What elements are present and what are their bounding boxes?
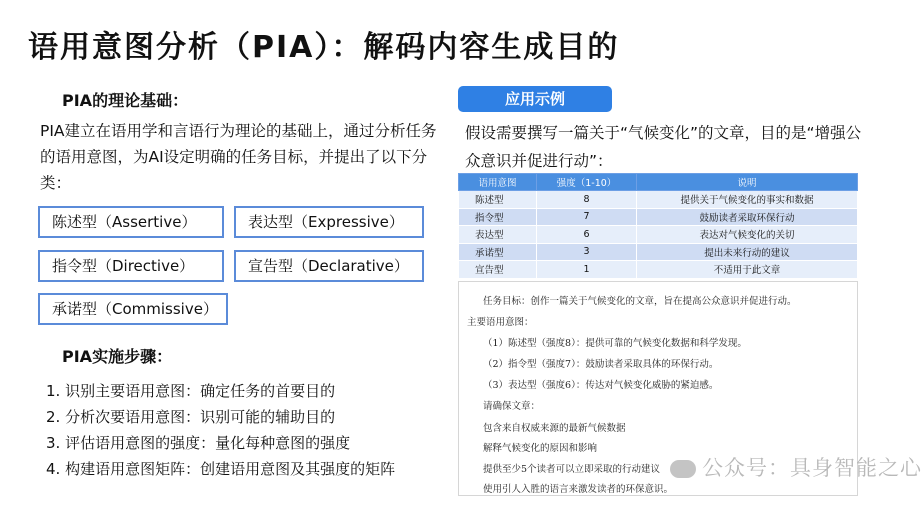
type-box-declarative: 宣告型（Declarative） (234, 250, 424, 282)
theory-heading: PIA的理论基础： (62, 91, 189, 110)
document-line: （1）陈述型（强度8）：提供可靠的气候变化数据和科学发现。 (483, 338, 747, 349)
table-row (459, 243, 858, 261)
document-line: （2）指令型（强度7）：鼓励读者采取具体的环保行动。 (483, 359, 719, 370)
column-header-strength: 强度（1-10） (537, 174, 637, 191)
watermark (670, 452, 922, 482)
step-item: 2. 分析次要语用意图：识别可能的辅助目的 (46, 408, 336, 426)
document-line: 提供至少5个读者可以立即采取的行动建议 (483, 464, 661, 475)
table-cell: 陈述型 (459, 191, 537, 209)
document-line: 使用引人入胜的语言来激发读者的环保意识。 (483, 484, 674, 495)
document-line: 任务目标：创作一篇关于气候变化的文章，旨在提高公众意识并促进行动。 (483, 296, 797, 307)
table-cell: 表达对气候变化的关切 (637, 226, 858, 244)
document-line: 包含来自权威来源的最新气候数据 (483, 423, 626, 434)
table-cell: 承诺型 (459, 243, 537, 261)
table-cell: 1 (537, 261, 637, 279)
type-box-expressive: 表达型（Expressive） (234, 206, 424, 238)
table-cell: 7 (537, 208, 637, 226)
type-box-directive: 指令型（Directive） (38, 250, 224, 282)
table-row (459, 208, 858, 226)
document-line: （3）表达型（强度6）：传达对气候变化威胁的紧迫感。 (483, 380, 719, 391)
column-header-intent: 语用意图 (459, 174, 537, 191)
table-row (459, 191, 858, 209)
table-cell: 鼓励读者采取环保行动 (637, 208, 858, 226)
column-header-note: 说明 (637, 174, 858, 191)
step-item: 4. 构建语用意图矩阵：创建语用意图及其强度的矩阵 (46, 460, 396, 478)
page-title: 语用意图分析（PIA）：解码内容生成目的 (28, 30, 620, 65)
table-cell: 表达型 (459, 226, 537, 244)
document-line: 主要语用意图： (467, 317, 534, 328)
table-cell: 8 (537, 191, 637, 209)
type-box-commissive: 承诺型（Commissive） (38, 293, 228, 325)
step-item: 3. 评估语用意图的强度：量化每种意图的强度 (46, 434, 351, 452)
example-scenario: 假设需要撰写一篇关于“气候变化”的文章，目的是“增强公众意识并促进行动”： (465, 124, 862, 170)
table-cell: 6 (537, 226, 637, 244)
steps-list (46, 378, 395, 482)
table-row (459, 226, 858, 244)
step-item: 1. 识别主要语用意图：确定任务的首要目的 (46, 382, 336, 400)
steps-heading: PIA实施步骤： (62, 347, 173, 366)
table-cell: 宣告型 (459, 261, 537, 279)
document-line: 解释气候变化的原因和影响 (483, 443, 598, 454)
wechat-icon (670, 460, 696, 478)
table-cell: 指令型 (459, 208, 537, 226)
theory-intro: PIA建立在语用学和言语行为理论的基础上，通过分析任务的语用意图，为AI设定明确的任务目标，并提出了以下分类： (40, 122, 437, 192)
table-header-row (459, 174, 858, 191)
table-cell: 不适用于此文章 (637, 261, 858, 279)
table-cell: 提出未来行动的建议 (637, 243, 858, 261)
type-box-assertive: 陈述型（Assertive） (38, 206, 224, 238)
intent-table (458, 173, 858, 279)
watermark-text: 公众号：具身智能之心 (702, 456, 922, 480)
document-line: 请确保文章： (483, 401, 541, 412)
table-cell: 3 (537, 243, 637, 261)
example-badge: 应用示例 (458, 86, 612, 112)
table-row (459, 261, 858, 279)
table-cell: 提供关于气候变化的事实和数据 (637, 191, 858, 209)
